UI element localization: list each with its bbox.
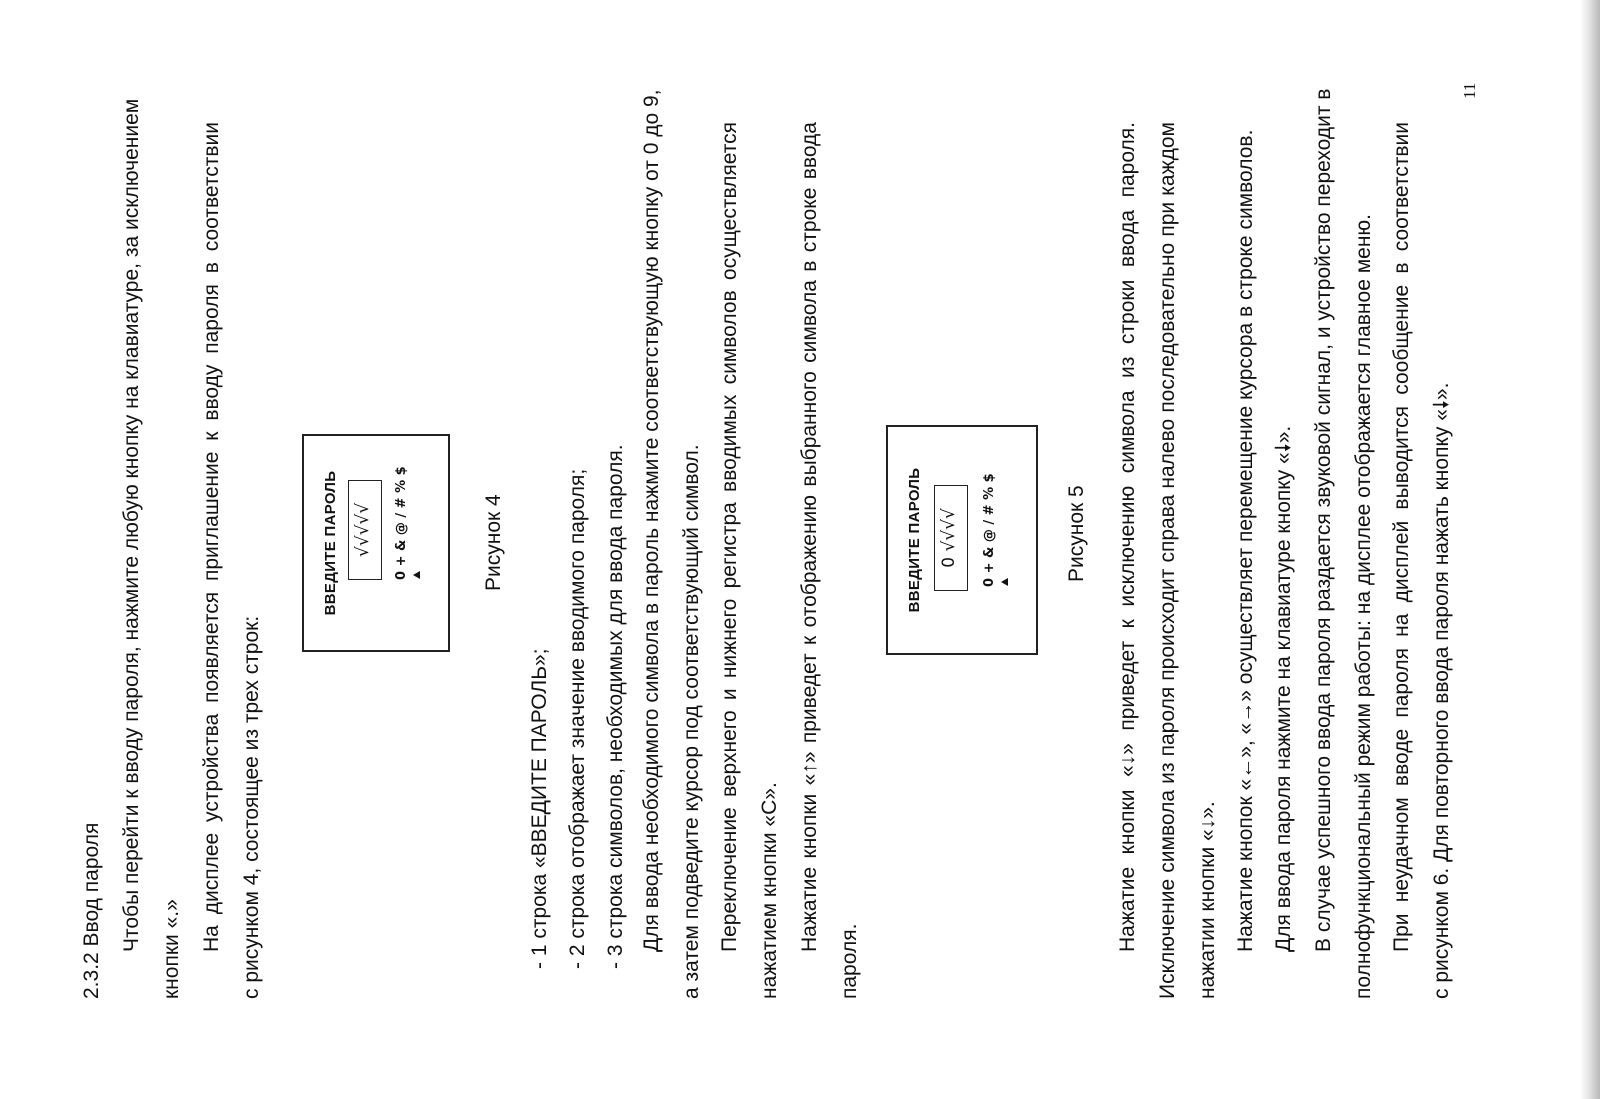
paragraph-6-line-2: Исключение символа из пароля происходит справа налево последовательно при каждом — [1156, 122, 1179, 999]
paragraph-10-line-2: с рисунком 6. Для повторного ввода пароля нажать кнопку «🠗». — [1430, 382, 1453, 999]
paragraph-5-line-1: Нажатие кнопки «↑» приведет к отображению выбранного символа в строке ввода — [798, 122, 821, 952]
figure-4-cursor-icon — [413, 571, 420, 579]
figure-4-password-field: √√√√√ — [348, 480, 382, 580]
paragraph-3-line-1: Для ввода необходимого символа в пароль нажмите соответствующую кнопку от 0 до 9, — [640, 89, 663, 952]
list-item-2: - 2 строка отображает значение вводимого пароля; — [566, 468, 589, 969]
figure-4-title: ВВЕДИТЕ ПАРОЛЬ — [322, 470, 339, 616]
figure-4-caption: Рисунок 4 — [482, 494, 505, 591]
paragraph-4-line-1: Переключение верхнего и нижнего регистра вводимых символов осуществляется — [718, 122, 741, 952]
figure-4-symbol-row: 0 + & @ / # % $ — [394, 466, 409, 580]
paragraph-8: Для ввода пароля нажмите на клавиатуре кнопку «🠗». — [1272, 425, 1295, 952]
paragraph-10-line-1: При неудачном вводе пароля на дисплей выводится сообщение в соответствии — [1390, 122, 1413, 952]
paragraph-9-line-2: полнофункциональный режим работы: на дисплее отображается главное меню. — [1352, 213, 1375, 999]
list-item-3: - 3 строка символов, необходимых для ввода пароля. — [604, 444, 627, 969]
paragraph-3-line-2: а затем подведите курсор под соответствующий символ. — [680, 444, 703, 999]
paragraph-9-line-1: В случае успешного ввода пароля раздается звуковой сигнал, и устройство переходит в — [1312, 88, 1335, 952]
section-heading: 2.3.2 Ввод пароля — [80, 822, 103, 999]
figure-5-title: ВВЕДИТЕ ПАРОЛЬ — [906, 467, 923, 613]
paragraph-2-line-1: На дисплее устройства появляется приглашение к вводу пароля в соответствии — [200, 122, 223, 952]
figure-5-caption: Рисунок 5 — [1065, 485, 1088, 582]
paragraph-4-line-2: нажатием кнопки «С». — [758, 782, 781, 999]
paragraph-6-line-1: Нажатие кнопки «↓» приведет к исключению символа из строки ввода пароля. — [1116, 122, 1139, 952]
paragraph-5-line-2: пароля. — [838, 923, 861, 999]
figure-5-password-field: 0 √√√√ — [934, 485, 968, 591]
paragraph-1-line-1: Чтобы перейти к вводу пароля, нажмите любую кнопку на клавиатуре, за исключением — [120, 98, 143, 952]
figure-5-cursor-icon — [1001, 578, 1008, 586]
paragraph-2-line-2: с рисунком 4, состоящее из трех строк: — [240, 615, 263, 999]
figure-4-display — [302, 434, 450, 652]
list-item-1: - 1 строка «ВВЕДИТЕ ПАРОЛЬ»; — [528, 648, 551, 969]
figure-5-display — [886, 425, 1038, 655]
paragraph-1-line-2: кнопки «.» — [160, 899, 183, 999]
paragraph-6-line-3: нажатии кнопки «↓». — [1196, 801, 1219, 999]
paragraph-7: Нажатие кнопок «←», «→» осуществляет перемещение курсора в строке символов. — [1234, 129, 1257, 952]
figure-5-symbol-row: 0 + & @ / # % $ — [982, 473, 997, 587]
page-number: 11 — [1460, 82, 1479, 99]
